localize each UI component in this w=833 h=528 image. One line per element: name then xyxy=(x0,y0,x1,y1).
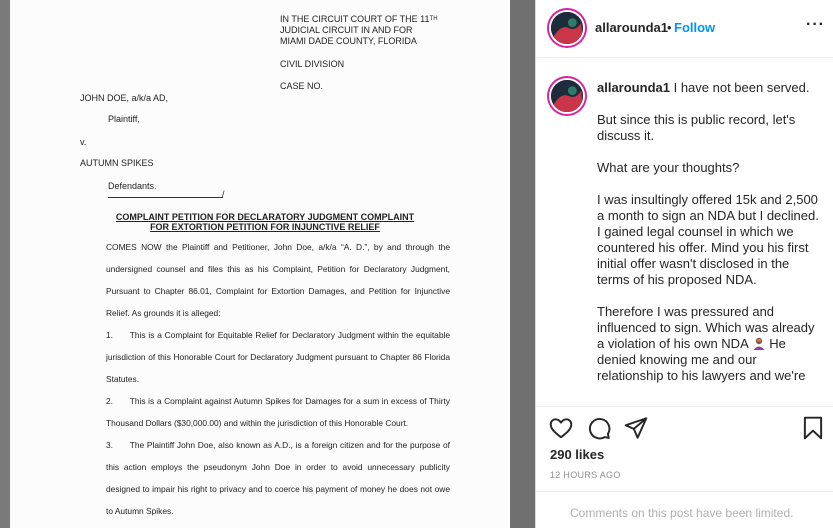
court-document-page xyxy=(10,0,510,528)
defendant-name: AUTUMN SPIKES xyxy=(80,158,154,168)
comment-icon[interactable] xyxy=(586,415,612,441)
paragraph-3: 3. The Plaintiff John Doe, also known as A.D., is a foreign citizen and for the purpose of this action employs the pseudonym John Doe in order to avoid unnecessary publicity designed to impair his right to privacy and to coerce his payment of money he does not owe to Autumn Spikes. xyxy=(106,440,450,516)
follow-button[interactable]: Follow xyxy=(674,20,716,35)
caption-text-3: What are your thoughts? xyxy=(597,160,740,175)
signature-line xyxy=(108,188,223,198)
avatar-image xyxy=(551,12,583,44)
caption-username[interactable]: allarounda1 xyxy=(597,80,670,95)
avatar[interactable] xyxy=(549,10,585,46)
more-options-icon[interactable]: ··· xyxy=(806,16,825,33)
signature-slash: / xyxy=(222,189,225,199)
facepalm-emoji-icon xyxy=(752,336,766,350)
caption-scroll-area[interactable] xyxy=(536,58,833,406)
paragraph-1: 1. This is a Complaint for Equitable Relief for Declaratory Judgment within the equitable jurisdiction of this Honorable Court for Declaratory Judgment pursuant to Chapter 86 Florida Statutes. xyxy=(106,330,450,384)
defendant-role: Defendants. xyxy=(108,181,157,191)
intro-paragraph: COMES NOW the Plaintiff and Petitioner, John Doe, a/k/a “A. D.”, by and through the undersigned counsel and files this as his Complaint, Petition for Declaratory Judgment, Pursuant to Chapter 86.01, Complaint for Extortion Damages, and Petition for Injunctive Relief. As grounds it is alleged: xyxy=(106,242,450,318)
post-username[interactable]: allarounda1 xyxy=(595,20,668,35)
plaintiff-role: Plaintiff, xyxy=(108,114,140,124)
bookmark-icon[interactable] xyxy=(800,415,826,441)
heart-icon[interactable] xyxy=(548,415,574,441)
paragraph-2: 2. This is a Complaint against Autumn Spikes for Damages for a sum in excess of Thirty Thousand Dollars ($30,000.00) and within the jurisdiction of this Honorable Court. xyxy=(106,396,450,428)
civil-division: CIVIL DIVISION xyxy=(280,59,345,69)
avatar[interactable] xyxy=(549,78,585,114)
instagram-post-sidebar xyxy=(535,0,833,528)
plaintiff-name: JOHN DOE, a/k/a AD, xyxy=(80,93,169,103)
post-timestamp[interactable]: 12 HOURS AGO xyxy=(550,470,621,480)
case-number: CASE NO. xyxy=(280,81,324,91)
separator-dot: • xyxy=(667,20,672,35)
caption-text-5a: Therefore I was pressured and influenced to sign. Which was already a violation of his own NDA xyxy=(597,304,815,351)
caption-text-5b: He denied knowing me and our relationship to his lawyers and we're xyxy=(597,336,806,383)
post-header xyxy=(536,0,833,58)
caption-text-1: I have not been served. xyxy=(673,80,810,95)
post-actions xyxy=(536,406,833,528)
share-icon[interactable] xyxy=(623,415,649,441)
document-title: COMPLAINT PETITION FOR DECLARATORY JUDGMENT COMPLAINT FOR EXTORTION PETITION FOR INJUNCTIVE RELIEF xyxy=(115,212,415,232)
caption-text-4: I was insultingly offered 15k and 2,500 a month to sign an NDA but I declined. I gained legal counsel in which we countered his offer. Mind you his first initial offer wasn't disclosed in the terms of his proposed NDA. xyxy=(597,192,819,287)
versus-label: v. xyxy=(80,137,87,147)
avatar-image xyxy=(551,80,583,112)
like-count[interactable]: 290 likes xyxy=(550,447,605,462)
comments-limited-notice: Comments on this post have been limited. xyxy=(536,491,833,528)
court-heading: IN THE CIRCUIT COURT OF THE 11TH JUDICIAL CIRCUIT IN AND FOR MIAMI DADE COUNTY, FLORIDA xyxy=(280,14,438,46)
caption-text-2: But since this is public record, let's discuss it. xyxy=(597,112,796,143)
post-caption xyxy=(597,80,825,400)
